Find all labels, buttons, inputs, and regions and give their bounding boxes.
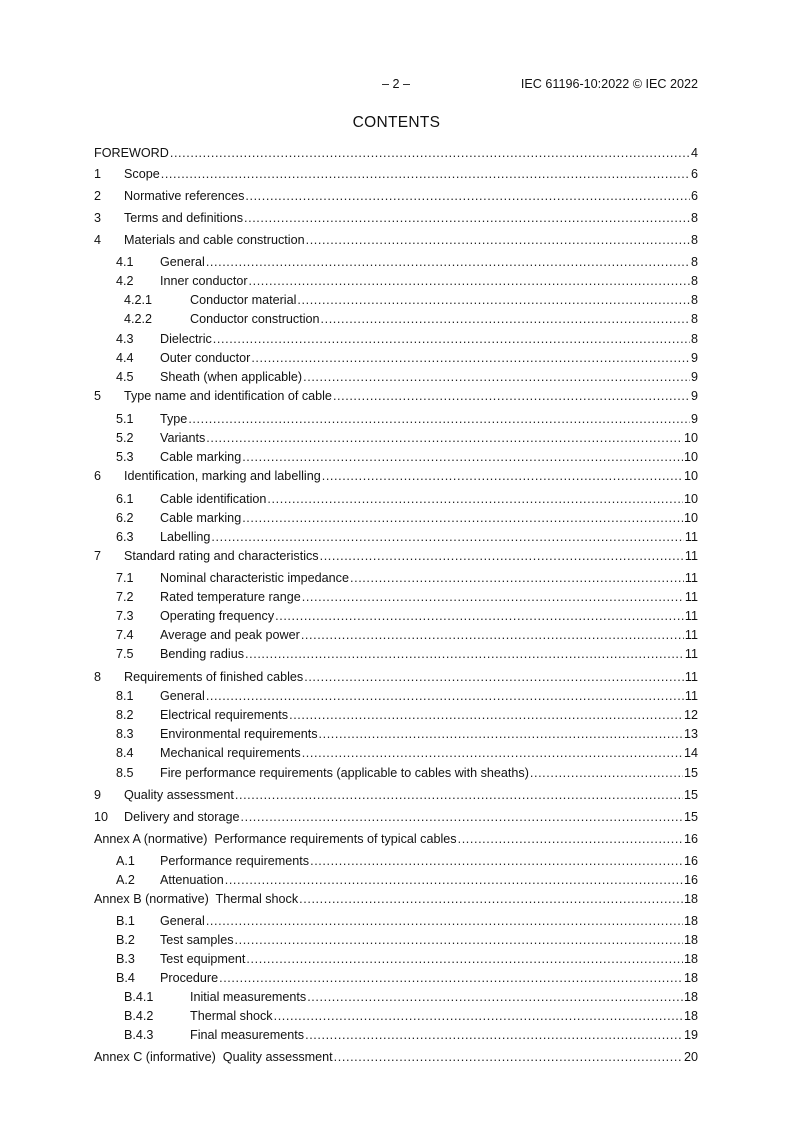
toc-entry-title: Cable identification (160, 492, 267, 506)
toc-leader-dots (211, 528, 684, 547)
toc-leader-dots (305, 1026, 683, 1045)
toc-entry-title: Cable marking (160, 450, 242, 464)
toc-entry-title: Requirements of finished cables (124, 670, 304, 684)
toc-entry-number: 8.5 (116, 766, 134, 780)
toc-leader-dots (235, 931, 683, 950)
toc-leader-dots (302, 588, 684, 607)
toc-entry-page: 18 (683, 892, 698, 906)
toc-entry-page: 11 (684, 647, 698, 661)
toc-leader-dots (241, 808, 683, 827)
toc-entry-title: Dielectric (160, 332, 212, 346)
toc-entry-title: Performance requirements (160, 854, 310, 868)
toc-entry[interactable] (94, 209, 698, 228)
toc-entry-page: 4 (690, 146, 698, 160)
toc-entry[interactable] (94, 291, 698, 310)
toc-entry[interactable] (94, 410, 698, 429)
toc-entry-page: 9 (690, 370, 698, 384)
toc-entry-page: 10 (683, 511, 698, 525)
toc-entry-number: 4.4 (116, 351, 134, 365)
toc-leader-dots (188, 410, 690, 429)
toc-entry-page: 18 (683, 971, 698, 985)
toc-entry-title: Outer conductor (160, 351, 251, 365)
toc-entry-number: B.4 (116, 971, 135, 985)
toc-entry[interactable] (94, 668, 698, 687)
toc-entry-title: Sheath (when applicable) (160, 370, 303, 384)
toc-entry[interactable] (94, 490, 698, 509)
toc-entry-number: 2 (94, 189, 102, 203)
toc-entry[interactable] (94, 144, 698, 163)
toc-entry[interactable] (94, 626, 698, 645)
toc-entry-number: 1 (94, 167, 102, 181)
toc-entry[interactable] (94, 467, 698, 486)
toc-entry[interactable] (94, 509, 698, 528)
toc-leader-dots (274, 1007, 683, 1026)
toc-entry-number: 6.2 (116, 511, 134, 525)
toc-entry-page: 18 (683, 990, 698, 1004)
toc-entry[interactable] (94, 786, 698, 805)
toc-entry[interactable] (94, 165, 698, 184)
toc-entry[interactable] (94, 725, 698, 744)
toc-entry-title: Variants (160, 431, 206, 445)
toc-entry[interactable] (94, 310, 698, 329)
toc-entry-title: Normative references (124, 189, 245, 203)
toc-entry-title: Scope (124, 167, 160, 181)
toc-leader-dots (225, 871, 683, 890)
toc-entry-number: B.1 (116, 914, 135, 928)
toc-entry[interactable] (94, 588, 698, 607)
toc-entry-title: Cable marking (160, 511, 242, 525)
toc-leader-dots (275, 607, 684, 626)
toc-entry-title: General (160, 255, 205, 269)
toc-entry-number: B.4.2 (124, 1009, 154, 1023)
toc-entry-title: Rated temperature range (160, 590, 301, 604)
toc-entry[interactable] (94, 808, 698, 827)
toc-entry-number: 6.1 (116, 492, 134, 506)
toc-entry-number: 10 (94, 810, 109, 824)
toc-entry-number: 4.5 (116, 370, 134, 384)
toc-entry-title: Delivery and storage (124, 810, 240, 824)
toc-leader-dots (307, 988, 683, 1007)
toc-entry-number: 3 (94, 211, 102, 225)
toc-entry-title: Terms and definitions (124, 211, 244, 225)
toc-entry-page: 6 (690, 189, 698, 203)
toc-entry-title: Attenuation (160, 873, 224, 887)
toc-leader-dots (161, 165, 690, 184)
toc-entry-page: 11 (684, 670, 698, 684)
toc-entry-title: Operating frequency (160, 609, 275, 623)
toc-entry[interactable] (94, 645, 698, 664)
toc-entry-page: 18 (683, 914, 698, 928)
toc-leader-dots (213, 330, 690, 349)
toc-entry-page: 16 (683, 832, 698, 846)
toc-leader-dots (302, 744, 683, 763)
toc-entry-page: 10 (683, 492, 698, 506)
toc-entry-number: 5.3 (116, 450, 134, 464)
toc-leader-dots (289, 706, 683, 725)
toc-entry[interactable] (94, 950, 698, 969)
toc-entry[interactable] (94, 330, 698, 349)
toc-leader-dots (206, 429, 683, 448)
toc-entry-title: Bending radius (160, 647, 245, 661)
toc-entry-page: 20 (683, 1050, 698, 1064)
toc-entry-title: FOREWORD (94, 146, 169, 160)
toc-leader-dots (206, 912, 683, 931)
toc-entry-number: 7.5 (116, 647, 134, 661)
toc-entry-number: 6 (94, 469, 102, 483)
toc-leader-dots (245, 187, 690, 206)
toc-entry-page: 8 (690, 211, 698, 225)
toc-leader-dots (249, 272, 690, 291)
toc-leader-dots (304, 668, 684, 687)
toc-entry[interactable] (94, 368, 698, 387)
toc-entry[interactable] (94, 272, 698, 291)
toc-entry-title: Nominal characteristic impedance (160, 571, 349, 585)
contents-title: CONTENTS (352, 114, 441, 131)
toc-entry-page: 9 (690, 351, 698, 365)
toc-entry-number: B.4.1 (124, 990, 154, 1004)
toc-entry-page: 10 (683, 450, 698, 464)
toc-entry-title: Mechanical requirements (160, 746, 301, 760)
toc-entry-title: Test samples (160, 933, 234, 947)
toc-leader-dots (306, 231, 690, 250)
toc-entry-page: 8 (690, 274, 698, 288)
toc-leader-dots (310, 852, 683, 871)
toc-entry[interactable] (94, 528, 698, 547)
toc-leader-dots (350, 569, 684, 588)
toc-entry-title: Electrical requirements (160, 708, 289, 722)
toc-entry[interactable] (94, 448, 698, 467)
toc-leader-dots (242, 448, 683, 467)
toc-entry-title: Quality assessment (124, 788, 234, 802)
toc-entry-title: Conductor material (190, 293, 297, 307)
toc-entry[interactable] (94, 387, 698, 406)
toc-entry[interactable] (94, 871, 698, 890)
toc-entry-number: 4.1 (116, 255, 134, 269)
toc-leader-dots (235, 786, 683, 805)
toc-entry-number: 7.4 (116, 628, 134, 642)
toc-entry[interactable] (94, 429, 698, 448)
toc-leader-dots (458, 830, 683, 849)
toc-entry-page: 14 (683, 746, 698, 760)
toc-entry-title: Annex B (normative) Thermal shock (94, 892, 299, 906)
toc-entry-title: Type (160, 412, 188, 426)
toc-entry-number: 7 (94, 549, 102, 563)
toc-leader-dots (322, 467, 683, 486)
toc-entry-page: 9 (690, 412, 698, 426)
toc-entry-number: B.3 (116, 952, 135, 966)
toc-entry[interactable] (94, 687, 698, 706)
toc-entry[interactable] (94, 744, 698, 763)
toc-entry-number: 4.2.1 (124, 293, 153, 307)
toc-entry-page: 10 (683, 431, 698, 445)
toc-entry-number: 8.4 (116, 746, 134, 760)
toc-entry-number: 6.3 (116, 530, 134, 544)
toc-entry-number: 4.2.2 (124, 312, 153, 326)
toc-leader-dots (297, 291, 690, 310)
toc-entry-number: 7.1 (116, 571, 134, 585)
toc-entry[interactable] (94, 852, 698, 871)
toc-entry-page: 12 (683, 708, 698, 722)
toc-entry-title: Fire performance requirements (applicable to cables with sheaths) (160, 766, 529, 780)
toc-entry-title: Conductor construction (190, 312, 320, 326)
toc-entry-page: 11 (684, 689, 698, 703)
toc-entry-number: 7.3 (116, 609, 134, 623)
toc-leader-dots (320, 547, 684, 566)
toc-entry-number: A.2 (116, 873, 135, 887)
toc-entry[interactable] (94, 830, 698, 849)
toc-leader-dots (244, 209, 690, 228)
toc-entry-title: Test equipment (160, 952, 246, 966)
toc-leader-dots (219, 969, 683, 988)
toc-entry[interactable] (94, 231, 698, 250)
toc-entry-number: 8 (94, 670, 102, 684)
toc-entry-title: Identification, marking and labelling (124, 469, 321, 483)
toc-leader-dots (251, 349, 690, 368)
toc-entry-page: 16 (683, 854, 698, 868)
toc-entry-page: 15 (683, 788, 698, 802)
toc-entry[interactable] (94, 569, 698, 588)
toc-entry-page: 11 (684, 571, 698, 585)
toc-leader-dots (334, 1048, 683, 1067)
toc-entry-number: B.4.3 (124, 1028, 154, 1042)
toc-entry-title: Inner conductor (160, 274, 248, 288)
toc-entry-title: Final measurements (190, 1028, 305, 1042)
toc-leader-dots (206, 687, 684, 706)
toc-entry-page: 11 (684, 530, 698, 544)
toc-entry-page: 18 (683, 933, 698, 947)
page-number: – 2 – (381, 77, 410, 91)
toc-entry-number: 5 (94, 389, 102, 403)
toc-entry-page: 9 (690, 389, 698, 403)
toc-entry-title: Annex C (informative) Quality assessment (94, 1050, 333, 1064)
toc-entry-title: Standard rating and characteristics (124, 549, 319, 563)
toc-leader-dots (267, 490, 683, 509)
toc-leader-dots (321, 310, 690, 329)
toc-entry-page: 8 (690, 233, 698, 247)
toc-entry-title: Type name and identification of cable (124, 389, 332, 403)
toc-entry-page: 18 (683, 952, 698, 966)
toc-entry-page: 11 (684, 609, 698, 623)
toc-entry-number: 5.1 (116, 412, 134, 426)
toc-entry-number: 4.2 (116, 274, 134, 288)
toc-leader-dots (246, 950, 683, 969)
toc-entry-page: 11 (684, 549, 698, 563)
toc-entry-title: General (160, 689, 205, 703)
toc-entry[interactable] (94, 547, 698, 566)
toc-entry-number: A.1 (116, 854, 135, 868)
toc-entry-number: 8.2 (116, 708, 134, 722)
toc-entry-page: 11 (684, 590, 698, 604)
toc-leader-dots (319, 725, 683, 744)
toc-entry-title: Environmental requirements (160, 727, 318, 741)
toc-entry-page: 10 (683, 469, 698, 483)
toc-leader-dots (242, 509, 683, 528)
toc-entry-title: Labelling (160, 530, 211, 544)
toc-entry[interactable] (94, 1007, 698, 1026)
toc-leader-dots (206, 253, 690, 272)
toc-leader-dots (301, 626, 684, 645)
toc-entry-number: B.2 (116, 933, 135, 947)
toc-entry-page: 8 (690, 293, 698, 307)
toc-entry-page: 16 (683, 873, 698, 887)
toc-leader-dots (303, 368, 690, 387)
toc-entry[interactable] (94, 969, 698, 988)
toc-entry[interactable] (94, 912, 698, 931)
toc-entry-title: General (160, 914, 205, 928)
toc-entry[interactable] (94, 931, 698, 950)
toc-entry-title: Procedure (160, 971, 219, 985)
toc-entry-title: Materials and cable construction (124, 233, 305, 247)
toc-entry[interactable] (94, 253, 698, 272)
toc-entry-page: 18 (683, 1009, 698, 1023)
toc-entry-page: 8 (690, 312, 698, 326)
toc-entry[interactable] (94, 988, 698, 1007)
toc-entry-number: 4.3 (116, 332, 134, 346)
toc-leader-dots (299, 890, 683, 909)
toc-entry-title: Thermal shock (190, 1009, 273, 1023)
toc-entry-number: 7.2 (116, 590, 134, 604)
toc-entry[interactable] (94, 1048, 698, 1067)
toc-entry-page: 13 (683, 727, 698, 741)
toc-entry-number: 8.1 (116, 689, 134, 703)
toc-entry-number: 4 (94, 233, 102, 247)
toc-leader-dots (333, 387, 690, 406)
toc-entry-page: 15 (683, 766, 698, 780)
toc-entry-page: 19 (683, 1028, 698, 1042)
toc-entry-number: 9 (94, 788, 102, 802)
toc-leader-dots (530, 764, 683, 783)
toc-entry[interactable] (94, 187, 698, 206)
toc-entry-page: 8 (690, 332, 698, 346)
toc-entry[interactable] (94, 1026, 698, 1045)
toc-entry-page: 15 (683, 810, 698, 824)
document-id: IEC 61196-10:2022 © IEC 2022 (520, 77, 698, 91)
toc-entry-title: Annex A (normative) Performance requirements of typical cables (94, 832, 457, 846)
toc-entry[interactable] (94, 607, 698, 626)
toc-leader-dots (170, 144, 690, 163)
toc-entry-page: 11 (684, 628, 698, 642)
toc-entry-number: 8.3 (116, 727, 134, 741)
toc-entry-page: 8 (690, 255, 698, 269)
toc-entry-page: 6 (690, 167, 698, 181)
toc-entry[interactable] (94, 349, 698, 368)
toc-entry[interactable] (94, 890, 698, 909)
toc-entry[interactable] (94, 706, 698, 725)
toc-leader-dots (245, 645, 684, 664)
toc-entry-title: Average and peak power (160, 628, 300, 642)
toc-entry[interactable] (94, 764, 698, 783)
toc-entry-title: Initial measurements (190, 990, 307, 1004)
toc-entry-number: 5.2 (116, 431, 134, 445)
